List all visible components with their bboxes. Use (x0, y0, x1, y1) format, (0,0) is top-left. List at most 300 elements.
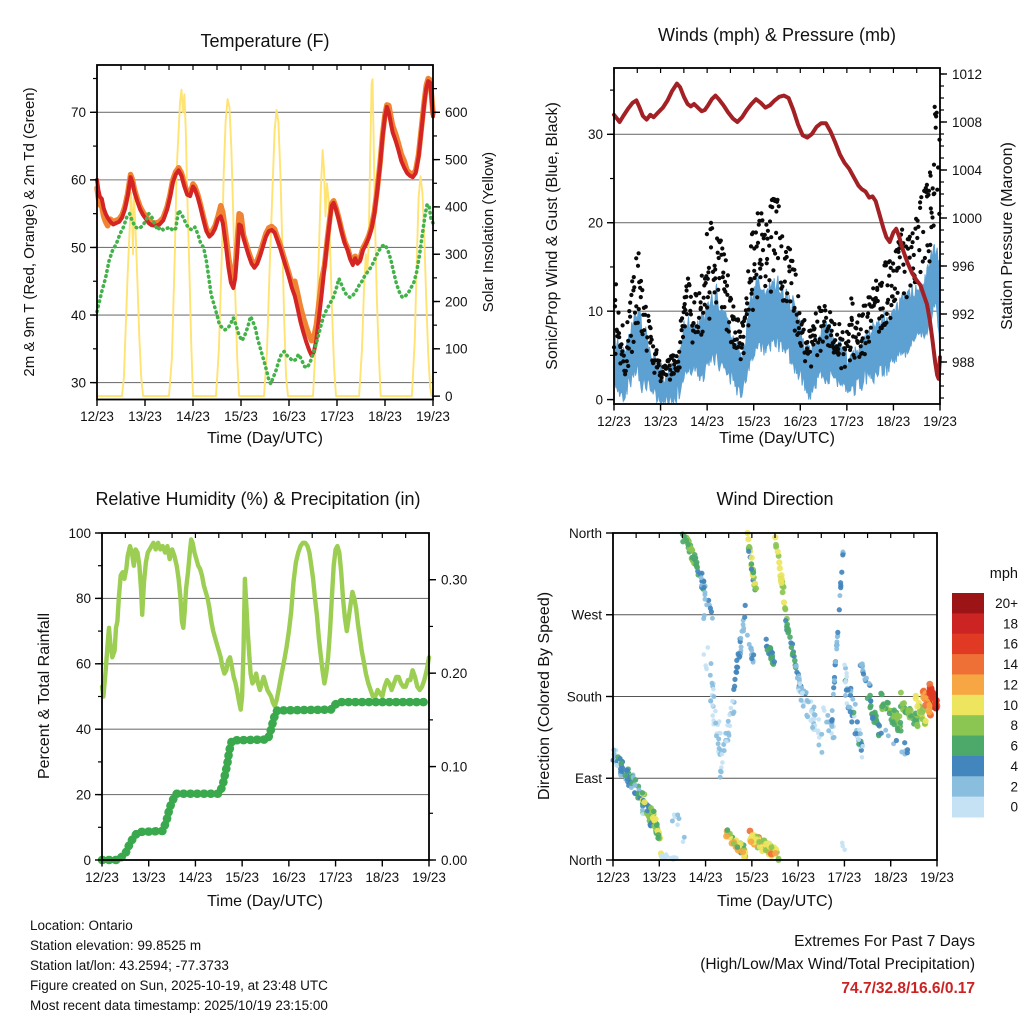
gust-dot (725, 284, 729, 288)
wind-direction-dot (738, 636, 743, 641)
gust-dot (729, 297, 733, 301)
gust-dot (819, 349, 823, 353)
wind-direction-dot (724, 739, 729, 744)
wind-direction-dot (730, 699, 735, 704)
gust-dot (722, 305, 726, 309)
gust-dot (855, 320, 859, 324)
wind-direction-dot (784, 622, 790, 628)
wind-direction-title: Wind Direction (716, 489, 834, 509)
y-tick-label: 40 (70, 307, 86, 323)
gust-dot (932, 163, 936, 167)
gust-dot (644, 305, 648, 309)
gust-dot (754, 273, 758, 277)
y-tick-label: 1012 (952, 66, 983, 82)
wind-direction-dot (797, 677, 802, 682)
x-tick-label: 12/23 (85, 870, 119, 885)
gust-dot (792, 268, 796, 272)
wind-x-axis-title: Time (Day/UTC) (719, 430, 835, 447)
x-tick-label: 13/23 (643, 414, 678, 429)
wind-direction-dot (749, 561, 755, 567)
x-tick-label: 17/23 (827, 870, 862, 885)
x-tick-label: 14/23 (690, 414, 725, 429)
gust-dot (756, 211, 760, 215)
x-tick-label: 12/23 (596, 870, 630, 885)
wind-direction-dot (699, 571, 704, 576)
gust-dot (828, 310, 832, 314)
gust-dot (917, 248, 921, 252)
gust-dot (745, 301, 749, 305)
gust-dot (684, 295, 688, 299)
wind-direction-dot (829, 718, 834, 723)
gust-dot (757, 223, 761, 227)
gust-dot (765, 237, 769, 241)
gust-dot (918, 270, 922, 274)
gust-dot (918, 206, 922, 210)
gust-dot (632, 275, 636, 279)
wind-direction-dot (809, 709, 814, 714)
gust-dot (702, 296, 706, 300)
colorbar-segment (952, 593, 984, 614)
gust-dot (620, 349, 624, 353)
wind-direction-dot (832, 678, 837, 683)
gust-dot (678, 340, 682, 344)
y-tick-label: 100 (445, 341, 468, 357)
gust-dot (636, 321, 640, 325)
gust-dot (699, 300, 703, 304)
y-tick-label: 20 (587, 215, 603, 231)
gust-dot (761, 248, 765, 252)
gust-dot (649, 326, 653, 330)
gust-dot (710, 226, 714, 230)
wind-direction-dot (923, 718, 929, 724)
gust-dot (876, 299, 880, 303)
wind-direction-dot (787, 634, 793, 640)
x-tick-label: 12/23 (80, 409, 114, 424)
x-tick-label: 12/23 (597, 414, 631, 429)
gust-dot (787, 265, 791, 269)
gust-dot (779, 281, 783, 285)
gust-dot (768, 219, 772, 223)
wind-y-left-label: Sonic/Prop Wind & Gust (Blue, Black) (544, 102, 561, 370)
wind-direction-dot (665, 854, 670, 859)
wind-direction-dot (710, 616, 715, 621)
gust-dot (859, 327, 863, 331)
gust-dot (911, 231, 915, 235)
gust-dot (723, 280, 727, 284)
gust-dot (707, 290, 711, 294)
wind-direction-dot (838, 585, 843, 590)
wind-direction-dot (725, 827, 731, 833)
gust-dot (724, 258, 728, 262)
gust-dot (836, 347, 840, 351)
gust-dot (805, 340, 809, 344)
wind-direction-dot (819, 732, 824, 737)
wind-direction-dot (722, 748, 727, 753)
gust-dot (923, 256, 927, 260)
x-tick-label: 18/23 (365, 870, 400, 885)
wind-direction-dot (868, 698, 873, 703)
wind-direction-dot (756, 839, 762, 845)
gust-dot (837, 351, 841, 355)
gust-dot (837, 322, 841, 326)
gust-dot (714, 300, 718, 304)
y-tick-label: 988 (952, 354, 975, 370)
gust-dot (743, 316, 747, 320)
gust-dot (704, 281, 708, 285)
wind-direction-dot (720, 760, 725, 765)
wind-direction-dot (799, 698, 804, 703)
wind-direction-dot (813, 713, 818, 718)
gust-dot (877, 330, 881, 334)
gust-dot (713, 267, 717, 271)
x-tick-label: 14/23 (176, 409, 210, 424)
wind-direction-dot (870, 716, 875, 721)
gust-dot (689, 312, 693, 316)
wind-direction-dot (805, 714, 810, 719)
gust-dot (683, 302, 687, 306)
x-tick-label: 19/23 (923, 414, 957, 429)
gust-dot (835, 333, 839, 337)
gust-dot (916, 219, 920, 223)
gust-dot (713, 290, 717, 294)
colorbar-segment (952, 736, 984, 757)
wind-direction-dot (895, 726, 901, 732)
wind-direction-dot (849, 719, 854, 724)
gust-dot (758, 267, 762, 271)
gust-dot (888, 316, 892, 320)
wind-direction-dot (731, 711, 736, 716)
gust-dot (678, 365, 682, 369)
gust-dot (629, 293, 633, 297)
wind-direction-dot (886, 733, 891, 738)
x-tick-label: 13/23 (642, 870, 677, 885)
wind-direction-dot (718, 775, 723, 780)
gust-dot (934, 126, 938, 130)
wind-direction-dot (860, 755, 865, 760)
gust-dot (654, 352, 658, 356)
gust-dot (829, 333, 833, 337)
wind-direction-dot (726, 731, 731, 736)
x-tick-label: 16/23 (783, 414, 818, 429)
gust-dot (863, 352, 867, 356)
gust-dot (823, 308, 827, 312)
wind-direction-dot (833, 659, 838, 664)
gust-dot (706, 295, 710, 299)
wind-direction-dot (749, 566, 754, 571)
wind-direction-dot (779, 576, 785, 582)
y-tick-label: 992 (952, 306, 975, 322)
wind-direction-dot (826, 728, 831, 733)
colorbar-segment (952, 776, 984, 797)
wind-direction-dot (861, 671, 866, 676)
dir-x-axis-title: Time (Day/UTC) (717, 893, 833, 910)
gust-dot (756, 241, 760, 245)
gust-dot (707, 266, 711, 270)
gust-dot (808, 350, 812, 354)
gust-dot (755, 244, 759, 248)
gust-dot (645, 349, 649, 353)
gust-dot (677, 350, 681, 354)
gust-dot (880, 314, 884, 318)
wind-direction-dot (899, 750, 904, 755)
gust-dot (626, 364, 630, 368)
gust-dot (841, 352, 845, 356)
gust-dot (880, 281, 884, 285)
wind-direction-dot (879, 731, 884, 736)
gust-dot (799, 344, 803, 348)
gust-dot (639, 279, 643, 283)
wind-direction-dot (853, 702, 858, 707)
gust-dot (811, 342, 815, 346)
gust-dot (749, 292, 753, 296)
gust-dot (765, 261, 769, 265)
wind-direction-dot (708, 698, 713, 703)
gust-dot (927, 259, 931, 263)
wind-direction-dot (830, 708, 835, 713)
gust-dot (869, 326, 873, 330)
wind-direction-dot (894, 738, 899, 743)
gust-dot (841, 330, 845, 334)
wind-direction-dot (619, 769, 624, 774)
gust-dot (713, 276, 717, 280)
gust-dot (664, 373, 668, 377)
temp-y-left-label: 2m & 9m T (Red, Orange) & 2m Td (Green) (21, 87, 38, 377)
gust-dot (918, 200, 922, 204)
wind-direction-dot (682, 835, 687, 840)
extremes-heading: Extremes For Past 7 Days (794, 933, 975, 950)
gust-dot (766, 229, 770, 233)
gust-dot (881, 306, 885, 310)
pressure-y-right-label: Station Pressure (Maroon) (999, 142, 1016, 330)
gust-dot (660, 375, 664, 379)
gust-dot (833, 322, 837, 326)
gust-dot (850, 323, 854, 327)
gust-dot (905, 295, 909, 299)
gust-dot (797, 326, 801, 330)
gust-dot (925, 183, 929, 187)
gust-dot (886, 298, 890, 302)
colorbar-label: 18 (1002, 616, 1018, 632)
gust-dot (699, 306, 703, 310)
footer-created: Figure created on Sun, 2025-10-19, at 23:48 UTC (30, 978, 328, 993)
gust-dot (777, 204, 781, 208)
wind-direction-dot (845, 687, 850, 692)
gust-dot (849, 296, 853, 300)
gust-dot (680, 316, 684, 320)
gust-dot (771, 268, 775, 272)
gust-dot (890, 284, 894, 288)
gust-dot (793, 329, 797, 333)
gust-dot (796, 320, 800, 324)
wind-direction-dot (742, 615, 747, 620)
gust-dot (685, 288, 689, 292)
wind-direction-dot (781, 599, 787, 605)
gust-dot (672, 372, 676, 376)
gust-dot (846, 339, 850, 343)
wind-direction-dot (772, 659, 777, 664)
wind-direction-dot (798, 681, 803, 686)
wind-direction-dot (898, 690, 904, 696)
gust-dot (927, 189, 931, 193)
gust-dot (659, 379, 663, 383)
colorbar-segment (952, 674, 984, 695)
colorbar-label: 4 (1010, 758, 1018, 774)
wind-direction-dot (806, 699, 811, 704)
gust-dot (627, 309, 631, 313)
gust-dot (854, 326, 858, 330)
gust-dot (788, 247, 792, 251)
gust-dot (617, 335, 621, 339)
gust-dot (628, 301, 632, 305)
gust-dot (896, 250, 900, 254)
gust-dot (785, 255, 789, 259)
y-tick-label: 200 (445, 294, 468, 310)
gust-dot (727, 320, 731, 324)
wind-direction-dot (782, 605, 788, 611)
colorbar-label: 0 (1010, 799, 1018, 815)
gust-dot (707, 317, 711, 321)
gust-dot (850, 318, 854, 322)
rh-y-left-label: Percent & Total Rainfall (36, 613, 53, 780)
gust-dot (812, 326, 816, 330)
gust-dot (758, 258, 762, 262)
x-tick-label: 18/23 (876, 414, 911, 429)
gust-dot (802, 328, 806, 332)
gust-dot (792, 306, 796, 310)
y-tick-label: 100 (68, 525, 91, 541)
gust-dot (785, 291, 789, 295)
y-tick-label: 996 (952, 258, 975, 274)
wind-direction-dot (920, 694, 927, 701)
gust-dot (696, 330, 700, 334)
x-tick-label: 16/23 (271, 870, 306, 885)
gust-dot (740, 342, 744, 346)
x-tick-label: 17/23 (320, 409, 354, 424)
gust-dot (790, 259, 794, 263)
gust-dot (626, 339, 630, 343)
gust-dot (825, 335, 829, 339)
temp-9m-orange-series (97, 79, 433, 341)
gust-dot (696, 325, 700, 329)
gust-dot (822, 320, 826, 324)
wind-direction-dot (898, 720, 904, 726)
wind-direction-dot (860, 744, 865, 749)
x-tick-label: 18/23 (873, 870, 908, 885)
gust-dot (690, 340, 694, 344)
gust-dot (736, 317, 740, 321)
gust-dot (866, 311, 870, 315)
gust-dot (871, 286, 875, 290)
gust-dot (820, 309, 824, 313)
wind-direction-dot (899, 701, 905, 707)
gust-dot (632, 340, 636, 344)
gust-dot (639, 295, 643, 299)
gust-dot (847, 332, 851, 336)
gust-dot (744, 296, 748, 300)
gust-dot (700, 274, 704, 278)
y-tick-label: 300 (445, 247, 468, 263)
gust-dot (866, 335, 870, 339)
gust-dot (627, 346, 631, 350)
colorbar-label: 10 (1002, 697, 1018, 713)
gust-dot (697, 316, 701, 320)
wind-direction-dot (633, 777, 639, 783)
wind-direction-dot (702, 613, 707, 618)
wind-direction-dot (660, 855, 665, 860)
gust-dot (680, 328, 684, 332)
gust-dot (849, 346, 853, 350)
wind-direction-dot (735, 844, 741, 850)
gust-dot (630, 279, 634, 283)
gust-dot (683, 324, 687, 328)
wind-direction-dot (837, 593, 842, 598)
gust-dot (633, 311, 637, 315)
wind-direction-dot (718, 769, 723, 774)
wind-direction-dot (831, 692, 836, 697)
gust-dot (668, 363, 672, 367)
gust-dot (901, 263, 905, 267)
wind-direction-dot (703, 590, 708, 595)
wind-direction-dot (748, 838, 755, 845)
y-tick-label: 600 (445, 105, 468, 121)
wind-direction-dot (736, 651, 741, 656)
gust-dot (794, 273, 798, 277)
gust-dot (921, 259, 925, 263)
x-tick-label: 17/23 (829, 414, 864, 429)
wind-direction-dot (801, 704, 806, 709)
gust-dot (823, 304, 827, 308)
wind-direction-dot (837, 607, 842, 612)
gust-dot (783, 280, 787, 284)
wind-direction-dot (685, 542, 691, 548)
gust-dot (767, 278, 771, 282)
gust-dot (706, 270, 710, 274)
gust-dot (780, 234, 784, 238)
wind-direction-dot (852, 731, 857, 736)
gust-dot (848, 358, 852, 362)
wind-direction-dot (640, 808, 645, 813)
gust-dot (769, 235, 773, 239)
gust-dot (727, 329, 731, 333)
gust-dot (742, 351, 746, 355)
wind-direction-dot (772, 850, 779, 857)
gust-dot (908, 235, 912, 239)
gust-dot (822, 323, 826, 327)
gust-dot (854, 335, 858, 339)
wind-direction-dot (739, 629, 744, 634)
gust-dot (721, 275, 725, 279)
gust-dot (705, 305, 709, 309)
gust-dot (687, 283, 691, 287)
wind-direction-dot (702, 652, 707, 657)
gust-dot (686, 277, 690, 281)
gust-dot (763, 233, 767, 237)
y-tick-label: 60 (75, 656, 91, 672)
gust-dot (863, 304, 867, 308)
gust-dot (675, 354, 679, 358)
gust-dot (617, 331, 621, 335)
gust-dot (713, 264, 717, 268)
gust-dot (927, 249, 931, 253)
gust-dot (746, 269, 750, 273)
gust-dot (897, 266, 901, 270)
gust-dot (646, 314, 650, 318)
gust-dot (733, 330, 737, 334)
gust-dot (637, 251, 641, 255)
gust-dot (657, 359, 661, 363)
gust-dot (874, 279, 878, 283)
gust-dot (788, 299, 792, 303)
